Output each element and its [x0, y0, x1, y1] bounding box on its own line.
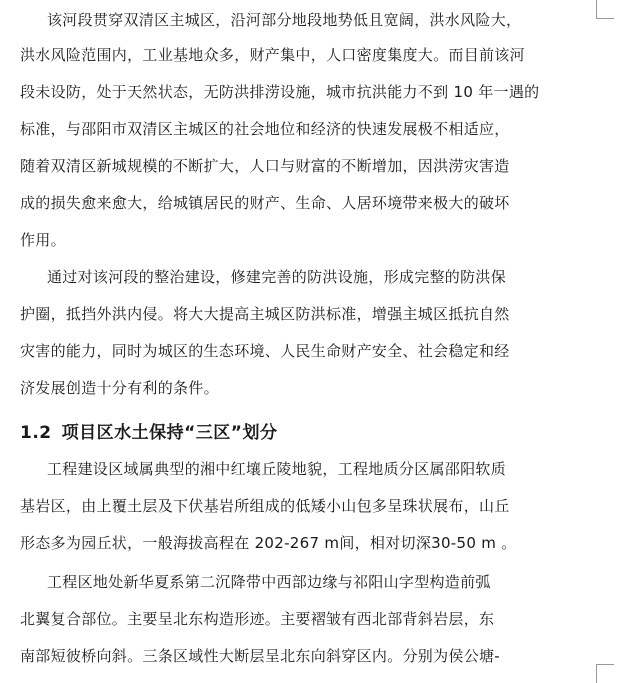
paragraph-1-line-6: 成的损失愈来愈大，给城镇居民的财产、生命、人居环境带来极大的破坏 [20, 194, 510, 212]
paragraph-4-line-1: 工程区地处新华夏系第二沉降带中西部边缘与祁阳山字型构造前弧 [47, 573, 491, 591]
paragraph-1-line-5: 随着双清区新城规模的不断扩大，人口与财富的不断增加，因洪涝灾害造 [20, 157, 510, 175]
paragraph-1-line-1: 该河段贯穿双清区主城区，沿河部分地段地势低且宽阔，洪水风险大， [47, 11, 522, 29]
paragraph-3-line-2: 基岩区，由上覆土层及下伏基岩所组成的低矮小山包多呈珠状展布，山丘 [20, 497, 510, 515]
crop-mark-top [596, 0, 597, 18]
paragraph-1-line-4: 标准，与邵阳市双清区主城区的社会地位和经济的快速发展极不相适应， [20, 120, 510, 138]
paragraph-2-line-2: 护圈，抵挡外洪内侵。将大大提高主城区防洪标准，增强主城区抵抗自然 [20, 305, 510, 323]
paragraph-2-line-4: 济发展创造十分有利的条件。 [20, 379, 219, 397]
crop-mark-bottom-horizontal [596, 664, 614, 665]
paragraph-4-line-2: 北翼复合部位。主要呈北东构造形迹。主要褶皱有西北部背斜岩层，东 [20, 610, 495, 628]
paragraph-2-line-1: 通过对该河段的整治建设，修建完善的防洪设施，形成完整的防洪保 [47, 268, 507, 286]
paragraph-3-line-1: 工程建设区域属典型的湘中红壤丘陵地貌，工程地质分区属邵阳软质 [47, 460, 507, 478]
section-heading [20, 421, 277, 445]
crop-mark-top-horizontal [596, 18, 614, 19]
paragraph-3-line-3: 形态多为园丘状，一般海拔高程在 202-267 m间，相对切深30-50 m 。 [20, 534, 517, 552]
paragraph-1-line-3: 段未设防，处于天然状态，无防洪排涝设施，城市抗洪能力不到 10 年一遇的 [20, 83, 540, 101]
section-title: 项目区水土保持“三区”划分 [61, 423, 278, 443]
crop-mark-bottom [596, 664, 597, 683]
paragraph-4-line-3: 南部短彼桥向斜。三条区域性大断层呈北东向斜穿区内。分别为侯公塘- [20, 647, 501, 665]
paragraph-1-line-2: 洪水风险范围内，工业基地众多，财产集中，人口密度集度大。而目前该河 [20, 46, 525, 64]
section-number: 1.2 [20, 423, 52, 443]
paragraph-1-line-7: 作用。 [20, 231, 66, 249]
paragraph-2-line-3: 灾害的能力，同时为城区的生态环境、人民生命财产安全、社会稳定和经 [20, 342, 510, 360]
